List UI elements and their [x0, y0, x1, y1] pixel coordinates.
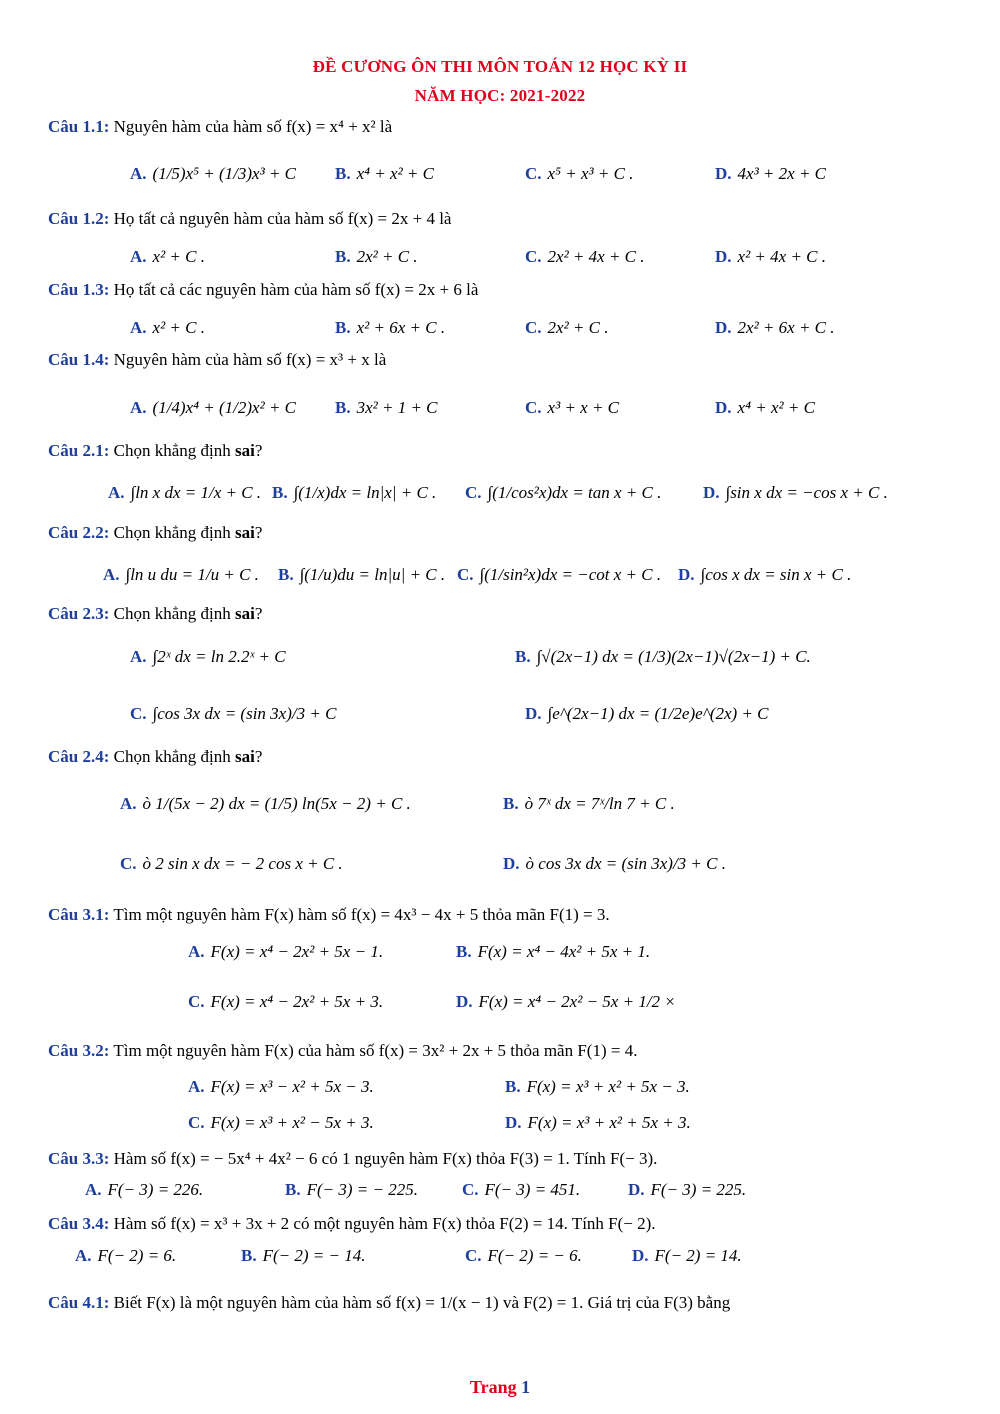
option-formula: 2x² + C .	[547, 318, 609, 337]
option-formula: 2x² + 6x + C .	[737, 318, 835, 337]
option-formula: ∫(1/cos²x)dx = tan x + C .	[487, 483, 662, 502]
option-formula: ∫ln x dx = 1/x + C .	[130, 483, 262, 502]
option-c[interactable]	[525, 164, 633, 184]
option-a[interactable]	[188, 1077, 374, 1097]
option-formula: F(− 3) = 451.	[484, 1180, 581, 1199]
option-formula: ∫2ˣ dx = ln 2.2ˣ + C	[152, 647, 286, 666]
option-b[interactable]	[515, 647, 811, 667]
option-formula: F(x) = x⁴ − 2x² − 5x + 1/2 ×	[478, 992, 676, 1011]
option-formula: ∫(1/x)dx = ln|x| + C .	[293, 483, 437, 502]
option-letter: D.	[503, 854, 520, 873]
question-3-1	[48, 905, 610, 925]
option-a[interactable]	[108, 483, 261, 503]
question-label: Câu 2.4:	[48, 747, 110, 766]
question-text: Hàm số f(x) = − 5x⁴ + 4x² − 6 có 1 nguyên hàm F(x) thỏa F(3) = 1. Tính F(− 3).	[113, 1149, 658, 1168]
option-formula: ∫e^(2x−1) dx = (1/2e)e^(2x) + C	[547, 704, 769, 723]
option-letter: B.	[335, 247, 351, 266]
option-letter: B.	[335, 164, 351, 183]
option-b[interactable]	[278, 565, 445, 585]
question-mark: ?	[254, 441, 263, 460]
option-letter: C.	[462, 1180, 479, 1199]
option-c[interactable]	[525, 398, 619, 418]
question-label: Câu 1.1:	[48, 117, 110, 136]
option-letter: D.	[715, 164, 732, 183]
option-d[interactable]	[678, 565, 851, 585]
question-text: Chọn khẳng định	[113, 604, 231, 623]
question-label: Câu 3.2:	[48, 1041, 110, 1060]
question-1-4	[48, 350, 386, 370]
option-letter: B.	[278, 565, 294, 584]
option-c[interactable]	[462, 1180, 580, 1200]
document-title: ĐỀ CƯƠNG ÔN THI MÔN TOÁN 12 HỌC KỲ II	[312, 57, 688, 76]
option-formula: F(− 3) = 226.	[107, 1180, 204, 1199]
option-letter: B.	[515, 647, 531, 666]
option-b[interactable]	[503, 794, 675, 814]
option-formula: (1/4)x⁴ + (1/2)x² + C	[152, 398, 297, 417]
question-mark: ?	[254, 523, 263, 542]
option-letter: C.	[188, 992, 205, 1011]
question-3-3	[48, 1149, 657, 1169]
option-formula: F(− 2) = 14.	[654, 1246, 742, 1265]
question-2-2	[48, 523, 262, 543]
question-text: Nguyên hàm của hàm số f(x) = x⁴ + x² là	[113, 117, 393, 136]
option-c[interactable]	[457, 565, 661, 585]
option-formula: x² + 6x + C .	[356, 318, 446, 337]
option-letter: A.	[188, 1077, 205, 1096]
question-label: Câu 2.1:	[48, 441, 110, 460]
option-formula: F(− 2) = − 6.	[487, 1246, 582, 1265]
option-letter: A.	[120, 794, 137, 813]
option-b[interactable]	[335, 318, 445, 338]
question-label: Câu 1.4:	[48, 350, 110, 369]
option-formula: F(− 2) = 6.	[97, 1246, 177, 1265]
emphasis-word: sai	[235, 604, 255, 623]
question-3-2	[48, 1041, 637, 1061]
option-formula: ∫ln u du = 1/u + C .	[125, 565, 259, 584]
option-letter: A.	[130, 164, 147, 183]
option-a[interactable]	[130, 164, 296, 184]
option-c[interactable]	[188, 992, 383, 1012]
option-letter: A.	[130, 247, 147, 266]
option-d[interactable]	[715, 164, 826, 184]
question-2-4	[48, 747, 262, 767]
question-text: Chọn khẳng định	[113, 747, 231, 766]
question-1-3	[48, 280, 478, 300]
question-text: Họ tất cả nguyên hàm của hàm số f(x) = 2x + 4 là	[113, 209, 452, 228]
question-3-4	[48, 1214, 656, 1234]
option-letter: D.	[632, 1246, 649, 1265]
option-formula: 2x² + 4x + C .	[547, 247, 645, 266]
school-year: NĂM HỌC: 2021-2022	[414, 86, 586, 105]
option-letter: D.	[678, 565, 695, 584]
question-text: Chọn khẳng định	[113, 523, 231, 542]
page-footer	[0, 1377, 1000, 1398]
option-formula: 2x² + C .	[356, 247, 418, 266]
option-d[interactable]	[505, 1113, 691, 1133]
option-letter: B.	[505, 1077, 521, 1096]
option-formula: ò cos 3x dx = (sin 3x)/3 + C .	[525, 854, 726, 873]
option-formula: ∫√(2x−1) dx = (1/3)(2x−1)√(2x−1) + C.	[536, 647, 811, 666]
option-formula: F(− 3) = − 225.	[306, 1180, 418, 1199]
option-letter: A.	[130, 398, 147, 417]
option-letter: A.	[108, 483, 125, 502]
option-formula: F(x) = x⁴ − 2x² + 5x + 3.	[210, 992, 384, 1011]
option-letter: D.	[525, 704, 542, 723]
option-d[interactable]	[456, 992, 676, 1012]
option-a[interactable]	[130, 318, 205, 338]
option-formula: ∫cos x dx = sin x + C .	[700, 565, 852, 584]
option-letter: D.	[456, 992, 473, 1011]
option-letter: A.	[130, 647, 147, 666]
option-formula: F(x) = x³ + x² − 5x + 3.	[210, 1113, 374, 1132]
option-a[interactable]	[103, 565, 259, 585]
option-c[interactable]	[465, 483, 661, 503]
option-letter: C.	[130, 704, 147, 723]
option-formula: F(x) = x³ − x² + 5x − 3.	[210, 1077, 374, 1096]
option-formula: F(x) = x⁴ − 4x² + 5x + 1.	[477, 942, 651, 961]
option-letter: D.	[715, 318, 732, 337]
question-label: Câu 3.3:	[48, 1149, 110, 1168]
option-formula: x² + C .	[152, 247, 205, 266]
option-letter: D.	[715, 398, 732, 417]
option-d[interactable]	[715, 247, 826, 267]
option-b[interactable]	[505, 1077, 690, 1097]
question-text: Hàm số f(x) = x³ + 3x + 2 có một nguyên hàm F(x) thỏa F(2) = 14. Tính F(− 2).	[113, 1214, 656, 1233]
question-mark: ?	[254, 604, 263, 623]
option-b[interactable]	[456, 942, 650, 962]
option-formula: ò 2 sin x dx = − 2 cos x + C .	[142, 854, 343, 873]
option-a[interactable]	[130, 398, 296, 418]
option-formula: x³ + x + C	[547, 398, 620, 417]
option-letter: A.	[85, 1180, 102, 1199]
option-b[interactable]	[272, 483, 436, 503]
emphasis-word: sai	[235, 747, 255, 766]
question-label: Câu 3.4:	[48, 1214, 110, 1233]
option-formula: ò 1/(5x − 2) dx = (1/5) ln(5x − 2) + C .	[142, 794, 411, 813]
option-formula: x⁴ + x² + C	[356, 164, 434, 183]
option-letter: A.	[188, 942, 205, 961]
question-label: Câu 1.2:	[48, 209, 110, 228]
option-letter: C.	[525, 318, 542, 337]
option-c[interactable]	[188, 1113, 374, 1133]
option-c[interactable]	[525, 247, 645, 267]
option-letter: C.	[525, 247, 542, 266]
option-d[interactable]	[503, 854, 726, 874]
option-a[interactable]	[130, 647, 286, 667]
question-1-1	[48, 117, 392, 137]
option-letter: B.	[241, 1246, 257, 1265]
page-label: Trang	[469, 1377, 517, 1397]
option-a[interactable]	[85, 1180, 203, 1200]
option-b[interactable]	[285, 1180, 418, 1200]
emphasis-word: sai	[235, 523, 255, 542]
question-label: Câu 2.3:	[48, 604, 110, 623]
option-formula: F(x) = x⁴ − 2x² + 5x − 1.	[210, 942, 384, 961]
option-c[interactable]	[130, 704, 336, 724]
question-4-1	[48, 1293, 730, 1313]
option-d[interactable]	[715, 318, 835, 338]
option-formula: x⁵ + x³ + C .	[547, 164, 634, 183]
question-mark: ?	[254, 747, 263, 766]
question-text: Họ tất cả các nguyên hàm của hàm số f(x) = 2x + 6 là	[113, 280, 479, 299]
option-letter: A.	[75, 1246, 92, 1265]
question-text: Tìm một nguyên hàm F(x) của hàm số f(x) = 3x² + 2x + 5 thỏa mãn F(1) = 4.	[113, 1041, 638, 1060]
option-d[interactable]	[628, 1180, 746, 1200]
option-letter: C.	[465, 483, 482, 502]
option-c[interactable]	[465, 1246, 582, 1266]
option-formula: ∫(1/sin²x)dx = −cot x + C .	[479, 565, 662, 584]
option-formula: ò 7ˣ dx = 7ˣ/ln 7 + C .	[524, 794, 675, 813]
option-letter: B.	[335, 398, 351, 417]
option-a[interactable]	[188, 942, 383, 962]
page-number: 1	[521, 1377, 531, 1397]
option-letter: C.	[188, 1113, 205, 1132]
question-2-1	[48, 441, 262, 461]
option-b[interactable]	[335, 398, 438, 418]
option-formula: ∫cos 3x dx = (sin 3x)/3 + C	[152, 704, 337, 723]
option-letter: C.	[525, 398, 542, 417]
option-a[interactable]	[130, 247, 205, 267]
option-formula: ∫sin x dx = −cos x + C .	[725, 483, 888, 502]
option-formula: (1/5)x⁵ + (1/3)x³ + C	[152, 164, 297, 183]
option-formula: F(− 2) = − 14.	[262, 1246, 366, 1265]
emphasis-word: sai	[235, 441, 255, 460]
option-letter: D.	[505, 1113, 522, 1132]
option-b[interactable]	[241, 1246, 365, 1266]
option-formula: x⁴ + x² + C	[737, 398, 815, 417]
option-letter: D.	[628, 1180, 645, 1199]
option-letter: A.	[103, 565, 120, 584]
option-letter: D.	[703, 483, 720, 502]
option-letter: B.	[285, 1180, 301, 1199]
option-b[interactable]	[335, 164, 434, 184]
question-2-3	[48, 604, 262, 624]
option-c[interactable]	[525, 318, 608, 338]
option-d[interactable]	[715, 398, 815, 418]
option-formula: ∫(1/u)du = ln|u| + C .	[299, 565, 446, 584]
option-formula: 4x³ + 2x + C	[737, 164, 827, 183]
question-label: Câu 1.3:	[48, 280, 110, 299]
option-a[interactable]	[120, 794, 411, 814]
option-letter: B.	[272, 483, 288, 502]
option-formula: x² + C .	[152, 318, 205, 337]
question-label: Câu 3.1:	[48, 905, 110, 924]
option-letter: B.	[503, 794, 519, 813]
option-d[interactable]	[632, 1246, 742, 1266]
option-letter: C.	[120, 854, 137, 873]
question-text: Nguyên hàm của hàm số f(x) = x³ + x là	[113, 350, 387, 369]
question-text: Chọn khẳng định	[113, 441, 231, 460]
option-d[interactable]	[525, 704, 769, 724]
option-letter: A.	[130, 318, 147, 337]
option-a[interactable]	[75, 1246, 176, 1266]
option-b[interactable]	[335, 247, 418, 267]
option-letter: C.	[457, 565, 474, 584]
option-formula: 3x² + 1 + C	[356, 398, 438, 417]
question-1-2	[48, 209, 451, 229]
option-formula: F(x) = x³ + x² + 5x − 3.	[526, 1077, 690, 1096]
option-letter: D.	[715, 247, 732, 266]
option-formula: x² + 4x + C .	[737, 247, 827, 266]
option-formula: F(− 3) = 225.	[650, 1180, 747, 1199]
question-text: Biết F(x) là một nguyên hàm của hàm số f(x) = 1/(x − 1) và F(2) = 1. Giá trị của F(3) bằng	[113, 1293, 731, 1312]
option-letter: B.	[335, 318, 351, 337]
option-formula: F(x) = x³ + x² + 5x + 3.	[527, 1113, 691, 1132]
question-label: Câu 4.1:	[48, 1293, 110, 1312]
option-letter: C.	[465, 1246, 482, 1265]
question-text: Tìm một nguyên hàm F(x) hàm số f(x) = 4x³ − 4x + 5 thỏa mãn F(1) = 3.	[113, 905, 610, 924]
option-letter: C.	[525, 164, 542, 183]
option-d[interactable]	[703, 483, 888, 503]
option-letter: B.	[456, 942, 472, 961]
question-label: Câu 2.2:	[48, 523, 110, 542]
option-c[interactable]	[120, 854, 343, 874]
